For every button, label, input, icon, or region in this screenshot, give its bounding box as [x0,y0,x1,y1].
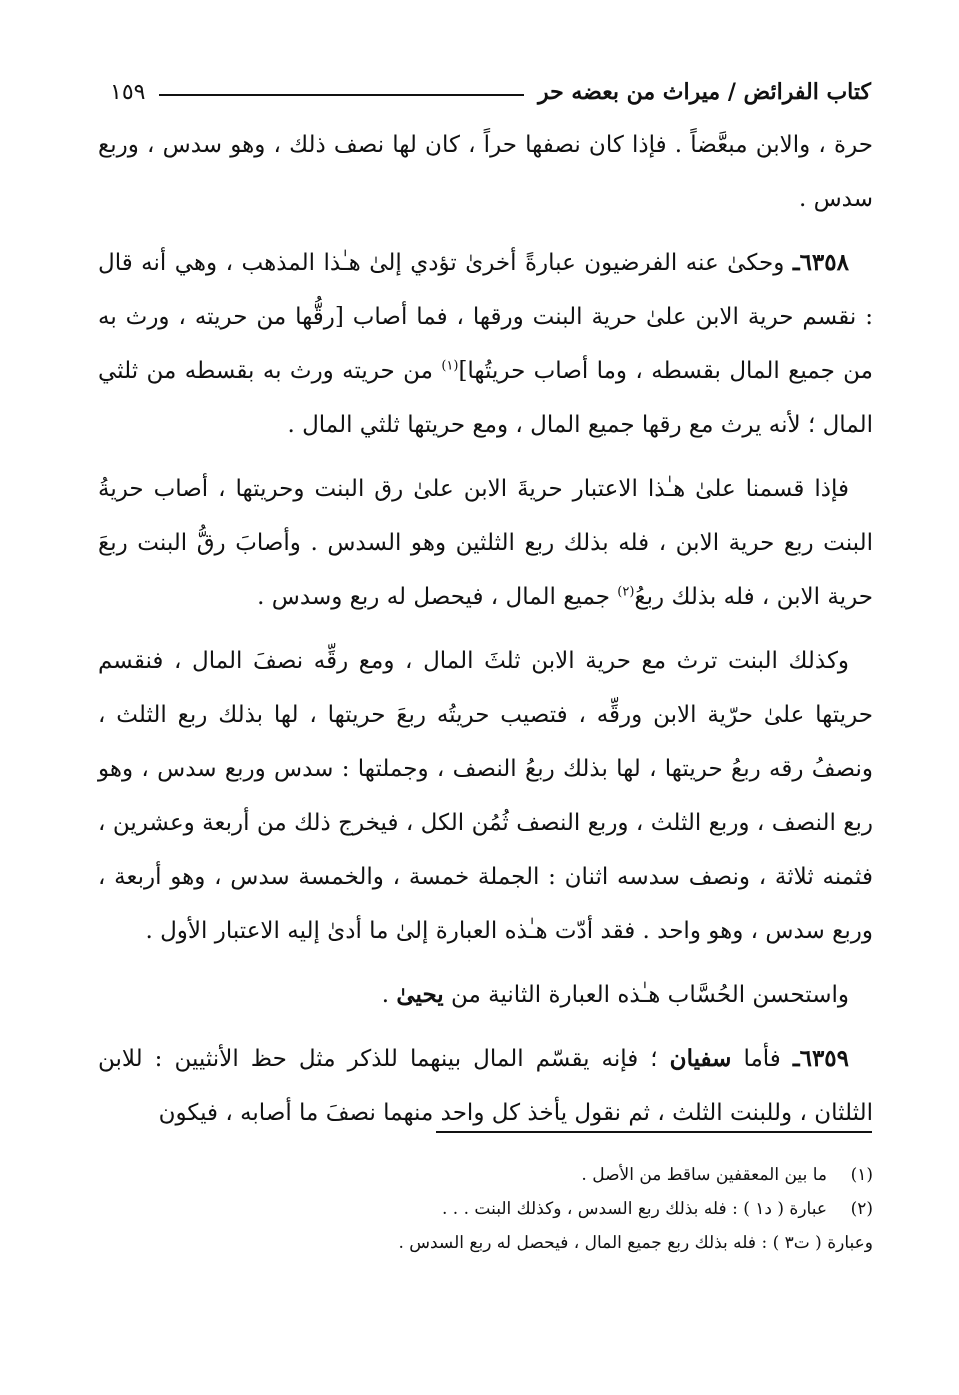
paragraph-text: . [381,982,397,1008]
footnote-text: عبارة ( د١ ) : فله بذلك ربع السدس ، وكذلك البنت . . . [442,1199,827,1219]
paragraph-text: وحكىٰ عنه الفرضيون عبارةً أخرىٰ تؤدي إلىٰ هـٰذا المذهب ، وهي أنه قال : نقسم حرية الابن علىٰ حرية البنت ورقها ، فما أصاب [رقُّها من حريته ، ورث به من جميع المال بقسطه ، وما أصاب حريتُها] [98,250,873,384]
paragraph-text: فإذا قسمنا علىٰ هـٰذا الاعتبار حريةَ الابن علىٰ رق البنت وحريتها ، أصاب حريةُ البنت ربع حرية الابن ، فله بذلك ربع الثلثين وهو السدس . وأصابَ رقُّ البنت ربعَ حرية الابن ، فله بذلك ربعُ [98,476,873,610]
header-rule [159,94,523,96]
paragraph-text: من حريته ورث به بقسطه من ثلثي المال ؛ لأنه يرث مع رقها جميع المال ، ومع حريتها ثلثي المال . [98,358,873,438]
main-text [98,118,873,1150]
paragraph-text: فأما [731,1046,793,1072]
footnote-separator [436,1131,872,1133]
paragraph-6358 [98,236,873,452]
person-name: سفيان [669,1045,732,1072]
paragraph-text: جميع المال ، فيحصل له ربع وسدس . [257,584,618,610]
footnote-2-continued [240,1226,873,1260]
page-number: ١٥٩ [110,79,146,105]
footnote-1 [240,1158,873,1192]
paragraph-text: واستحسن الحُسَّاب هـٰذه العبارة الثانية من [443,982,849,1008]
paragraph-preference [98,968,873,1022]
paragraph-continuation: حرة ، والابن مبعَّضاً . فإذا كان نصفها حراً ، كان لها نصف ذلك ، وهو سدس ، وربع سدس . [98,132,873,212]
paragraph-6359 [98,1032,873,1140]
footnotes [240,1158,873,1260]
paragraph-daughter: وكذلك البنت ترث مع حرية الابن ثلثَ المال ، ومع رقِّه نصفَ المال ، فنقسم حريتها علىٰ حرّية الابن ورقِّه ، فتصيب حريتُه ربعَ حريتها ، لها بذلك ربع الثلث ، ونصفُ رقه ربعُ حريتها ، لها بذلك ربعُ النصف ، وجملتها : سدس وربع سدس ، وهو ربع النصف ، وربع الثلث ، وربع النصف ثُمُن الكل ، فيخرج ذلك من أربعة وعشرين ، فثمنه ثلاثة ، ونصف سدسه اثنان : الجملة خمسة ، والخمسة سدس ، وهو أربعة ، وربع سدس ، وهو واحد . فقد أدّت هـٰذه العبارة إلىٰ ما أدىٰ إليه الاعتبار الأول . [98,648,873,944]
paragraph-division [98,462,873,624]
footnote-text: وعبارة ( ت٣ ) : فله بذلك ربع جميع المال ، فيحصل له ربع السدس . [398,1233,873,1253]
running-header [110,72,871,112]
footnote-2 [240,1192,873,1226]
paragraph-text: ؛ فإنه يقسّم المال بينهما للذكر مثل حظ الأنثيين : للابن الثلثان ، وللبنت الثلث ، ثم نقول يأخذ كل واحد منهما نصفَ ما أصابه ، فيكون [98,1046,873,1126]
footnote-mark: (١) [850,1165,873,1185]
footnote-mark: (٢) [850,1199,873,1219]
chapter-title: كتاب الفرائض / ميراث من بعضه حر [537,79,871,105]
footnote-ref-1: (١) [441,358,459,374]
person-name: يحيىٰ [396,981,444,1008]
footnote-ref-2: (٢) [617,584,635,600]
paragraph-number: ٦٣٥٨ـ [792,249,849,276]
paragraph-number: ٦٣٥٩ـ [792,1045,850,1072]
footnote-text: ما بين المعقفين ساقط من الأصل . [581,1165,827,1185]
